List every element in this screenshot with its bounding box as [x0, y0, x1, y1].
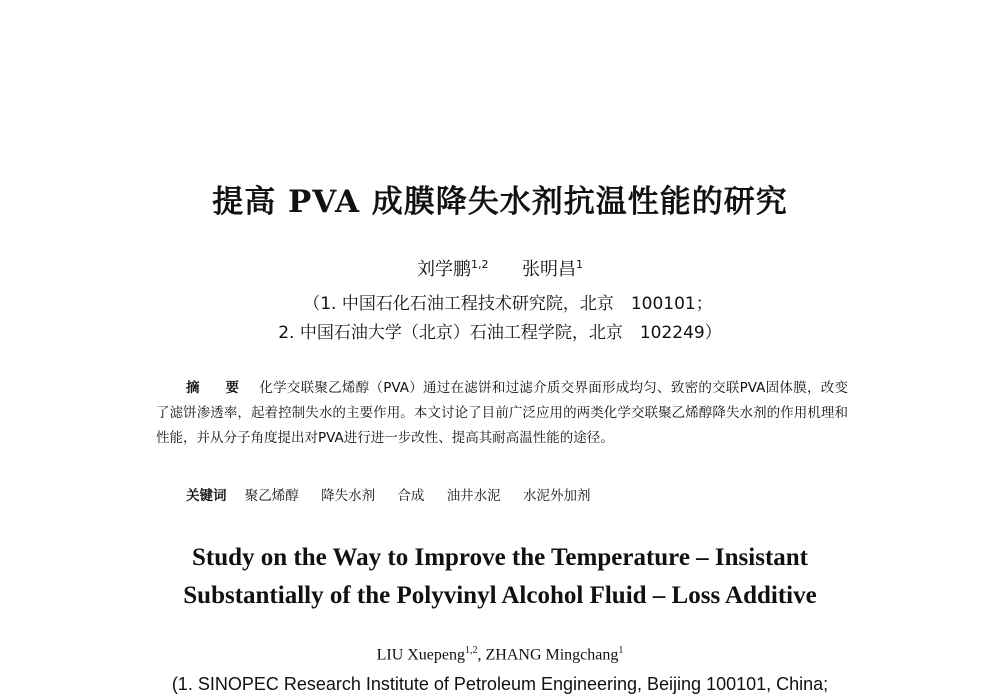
keyword: 降失水剂 [321, 488, 376, 504]
english-affiliation-1: (1. SINOPEC Research Institute of Petroleum Engineering, Beijing 100101, China; [171, 674, 829, 694]
abstract-text: 化学交联聚乙烯醇（PVA）通过在滤饼和过滤介质交界面形成均匀、致密的交联PVA固体膜，改变了滤饼渗透率，起着控制失水的主要作用。本文讨论了目前广泛应用的两类化学交联聚乙烯醇降失水剂的作用机理和性能，并从分子角度提出对PVA进行进一步改性、提高其耐高温性能的途径。 [156, 380, 849, 446]
keyword: 合成 [397, 488, 425, 504]
chinese-affiliation-2: 2. 中国石油大学（北京）石油工程学院，北京 102249） [278, 323, 722, 343]
english-authors: LIU Xuepeng$^{1,2}$, ZHANG Mingchang$^1$ [376, 645, 624, 664]
author-2-affiliation-mark-en: 1 [618, 645, 624, 656]
author-2-name-en: ZHANG Mingchang [485, 646, 619, 664]
author-2-affiliation-mark: 1 [575, 258, 583, 271]
abstract-label: 摘 要 [186, 380, 246, 396]
keyword: 水泥外加剂 [522, 488, 591, 504]
chinese-affiliation-1: （1. 中国石化石油工程技术研究院，北京 100101； [303, 294, 713, 314]
english-title [0, 539, 1000, 615]
author-1-affiliation-mark: 1,2 [471, 258, 489, 271]
chinese-title: 提高 PVA 成膜降失水剂抗温性能的研究 [212, 184, 788, 220]
keywords-label: 关键词 [186, 488, 227, 504]
author-2-name: 张明昌 [521, 259, 576, 280]
chinese-authors [0, 255, 1000, 281]
keyword: 油井水泥 [446, 488, 501, 504]
english-title-line-2: Substantially of the Polyvinyl Alcohol Fluid – Loss Additive [183, 582, 817, 609]
chinese-keywords [186, 484, 608, 504]
author-1-name: 刘学鹏 [417, 259, 472, 280]
english-title-line-1: Study on the Way to Improve the Temperature – Insistant [191, 544, 809, 571]
author-1-name-en: LIU Xuepeng [376, 646, 466, 664]
chinese-abstract [156, 376, 848, 451]
keyword: 聚乙烯醇 [244, 488, 299, 504]
author-1-affiliation-mark-en: 1,2 [465, 645, 478, 656]
